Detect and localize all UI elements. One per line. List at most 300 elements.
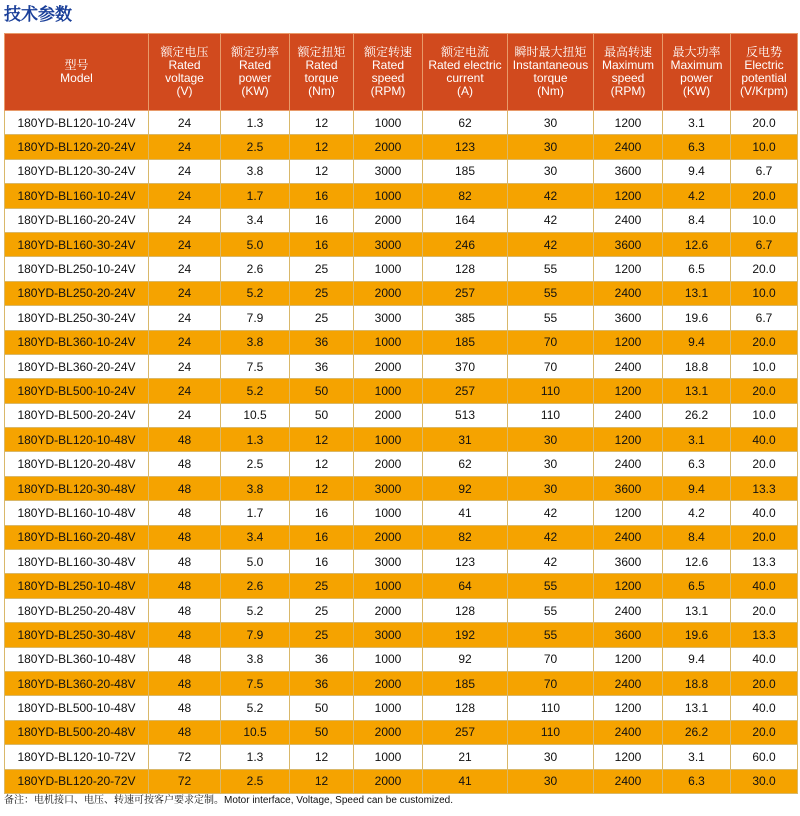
value-cell: 10.0 [731,135,798,159]
value-cell: 12.6 [663,550,731,574]
value-cell: 30 [508,769,594,793]
value-cell: 2400 [594,135,663,159]
value-cell: 3.8 [221,159,290,183]
value-cell: 2400 [594,525,663,549]
value-cell: 2400 [594,452,663,476]
value-cell: 1200 [594,501,663,525]
value-cell: 13.1 [663,696,731,720]
model-cell: 180YD-BL250-20-24V [5,281,149,305]
value-cell: 55 [508,281,594,305]
value-cell: 7.9 [221,306,290,330]
value-cell: 16 [290,550,354,574]
value-cell: 123 [423,550,508,574]
value-cell: 2400 [594,403,663,427]
model-cell: 180YD-BL120-20-48V [5,452,149,476]
model-cell: 180YD-BL250-20-48V [5,598,149,622]
model-cell: 180YD-BL500-10-24V [5,379,149,403]
value-cell: 20.0 [731,379,798,403]
value-cell: 1.3 [221,428,290,452]
table-row [5,525,798,549]
value-cell: 48 [149,598,221,622]
value-cell: 1000 [354,379,423,403]
value-cell: 2400 [594,769,663,793]
value-cell: 110 [508,403,594,427]
value-cell: 12 [290,428,354,452]
table-row [5,745,798,769]
value-cell: 1000 [354,501,423,525]
table-row [5,232,798,256]
value-cell: 64 [423,574,508,598]
value-cell: 3.4 [221,525,290,549]
value-cell: 42 [508,550,594,574]
table-row [5,135,798,159]
column-header [731,34,798,111]
value-cell: 18.8 [663,354,731,378]
value-cell: 9.4 [663,330,731,354]
value-cell: 110 [508,696,594,720]
value-cell: 2400 [594,208,663,232]
spec-table [4,33,798,794]
column-header-line: (Nm) [537,84,564,98]
value-cell: 30.0 [731,769,798,793]
value-cell: 55 [508,257,594,281]
value-cell: 2.5 [221,135,290,159]
value-cell: 8.4 [663,208,731,232]
table-row [5,476,798,500]
value-cell: 10.0 [731,354,798,378]
value-cell: 2400 [594,598,663,622]
column-header [5,34,149,111]
value-cell: 3.1 [663,428,731,452]
value-cell: 30 [508,476,594,500]
value-cell: 50 [290,379,354,403]
value-cell: 1200 [594,330,663,354]
value-cell: 128 [423,257,508,281]
value-cell: 185 [423,671,508,695]
value-cell: 50 [290,696,354,720]
value-cell: 3600 [594,159,663,183]
value-cell: 128 [423,696,508,720]
column-header-line: Maximum [601,58,654,72]
model-cell: 180YD-BL250-30-48V [5,623,149,647]
value-cell: 3600 [594,476,663,500]
table-row [5,647,798,671]
value-cell: 10.5 [221,720,290,744]
value-cell: 1000 [354,330,423,354]
value-cell: 2000 [354,354,423,378]
value-cell: 3600 [594,232,663,256]
value-cell: 3000 [354,306,423,330]
column-header-line: torque [304,71,339,85]
value-cell: 48 [149,550,221,574]
table-row [5,184,798,208]
column-header-line: speed [371,71,405,85]
value-cell: 1200 [594,647,663,671]
model-cell: 180YD-BL160-10-24V [5,184,149,208]
value-cell: 1.7 [221,184,290,208]
value-cell: 6.3 [663,769,731,793]
value-cell: 6.5 [663,257,731,281]
value-cell: 2000 [354,769,423,793]
value-cell: 8.4 [663,525,731,549]
value-cell: 3600 [594,550,663,574]
value-cell: 25 [290,574,354,598]
table-row [5,403,798,427]
table-row [5,769,798,793]
value-cell: 24 [149,403,221,427]
column-header-line: 额定转速 [363,45,412,59]
table-row [5,501,798,525]
column-header-line: Rated electric [428,58,502,72]
value-cell: 30 [508,159,594,183]
value-cell: 40.0 [731,428,798,452]
column-header-line: 最高转速 [603,45,652,59]
value-cell: 16 [290,501,354,525]
value-cell: 72 [149,745,221,769]
value-cell: 26.2 [663,403,731,427]
value-cell: 2000 [354,452,423,476]
value-cell: 48 [149,647,221,671]
column-header-line: 额定电压 [160,45,209,59]
value-cell: 26.2 [663,720,731,744]
model-cell: 180YD-BL160-20-48V [5,525,149,549]
value-cell: 9.4 [663,159,731,183]
value-cell: 30 [508,452,594,476]
value-cell: 72 [149,769,221,793]
value-cell: 1000 [354,745,423,769]
model-cell: 180YD-BL250-30-24V [5,306,149,330]
value-cell: 92 [423,476,508,500]
value-cell: 16 [290,525,354,549]
model-cell: 180YD-BL120-10-48V [5,428,149,452]
value-cell: 2.5 [221,769,290,793]
value-cell: 13.1 [663,281,731,305]
value-cell: 192 [423,623,508,647]
value-cell: 25 [290,257,354,281]
value-cell: 3600 [594,623,663,647]
table-row [5,452,798,476]
value-cell: 50 [290,720,354,744]
value-cell: 25 [290,623,354,647]
value-cell: 3.1 [663,111,731,135]
value-cell: 1000 [354,574,423,598]
value-cell: 1000 [354,111,423,135]
column-header [663,34,731,111]
value-cell: 164 [423,208,508,232]
column-header-line: voltage [165,71,204,85]
value-cell: 42 [508,232,594,256]
value-cell: 13.3 [731,623,798,647]
column-header-line: Instantaneous [512,58,589,72]
value-cell: 2000 [354,208,423,232]
value-cell: 13.3 [731,476,798,500]
value-cell: 48 [149,696,221,720]
value-cell: 257 [423,281,508,305]
value-cell: 10.0 [731,403,798,427]
column-header-line: 额定功率 [230,45,279,59]
value-cell: 16 [290,208,354,232]
value-cell: 10.0 [731,208,798,232]
model-cell: 180YD-BL120-10-24V [5,111,149,135]
value-cell: 1000 [354,647,423,671]
value-cell: 1.3 [221,111,290,135]
value-cell: 48 [149,720,221,744]
column-header-line: 最大功率 [672,45,721,59]
table-row [5,428,798,452]
value-cell: 6.7 [731,159,798,183]
value-cell: 3.1 [663,745,731,769]
value-cell: 20.0 [731,598,798,622]
value-cell: 2000 [354,720,423,744]
column-header-line: potential [741,71,787,85]
value-cell: 3.8 [221,647,290,671]
value-cell: 3.8 [221,476,290,500]
table-row [5,159,798,183]
value-cell: 20.0 [731,330,798,354]
value-cell: 3000 [354,232,423,256]
value-cell: 9.4 [663,476,731,500]
value-cell: 6.3 [663,135,731,159]
value-cell: 6.7 [731,232,798,256]
column-header-line: 额定扭矩 [297,45,346,59]
model-cell: 180YD-BL360-20-48V [5,671,149,695]
value-cell: 24 [149,379,221,403]
value-cell: 3.4 [221,208,290,232]
value-cell: 513 [423,403,508,427]
value-cell: 2.6 [221,257,290,281]
value-cell: 20.0 [731,257,798,281]
model-cell: 180YD-BL360-10-48V [5,647,149,671]
value-cell: 110 [508,720,594,744]
value-cell: 10.0 [731,281,798,305]
value-cell: 370 [423,354,508,378]
value-cell: 36 [290,354,354,378]
value-cell: 5.2 [221,379,290,403]
value-cell: 12 [290,135,354,159]
column-header-line: (V) [176,84,193,98]
column-header-line: Rated [238,58,272,72]
value-cell: 1.3 [221,745,290,769]
value-cell: 1000 [354,184,423,208]
table-row [5,330,798,354]
value-cell: 40.0 [731,647,798,671]
value-cell: 20.0 [731,452,798,476]
value-cell: 30 [508,111,594,135]
value-cell: 3.8 [221,330,290,354]
value-cell: 2400 [594,281,663,305]
column-header-line: (Nm) [308,84,335,98]
value-cell: 1200 [594,574,663,598]
value-cell: 36 [290,647,354,671]
column-header-line: (KW) [682,84,711,98]
value-cell: 2400 [594,354,663,378]
model-cell: 180YD-BL500-10-48V [5,696,149,720]
value-cell: 55 [508,574,594,598]
value-cell: 2000 [354,135,423,159]
value-cell: 9.4 [663,647,731,671]
column-header-line: (A) [457,84,473,98]
column-header-line: power [680,71,713,85]
value-cell: 5.2 [221,281,290,305]
value-cell: 128 [423,598,508,622]
model-cell: 180YD-BL160-30-24V [5,232,149,256]
column-header [508,34,594,111]
value-cell: 41 [423,501,508,525]
model-cell: 180YD-BL250-10-24V [5,257,149,281]
column-header [423,34,508,111]
value-cell: 42 [508,525,594,549]
value-cell: 36 [290,671,354,695]
value-cell: 21 [423,745,508,769]
value-cell: 2000 [354,671,423,695]
value-cell: 62 [423,452,508,476]
table-row [5,111,798,135]
value-cell: 1000 [354,428,423,452]
value-cell: 2000 [354,281,423,305]
value-cell: 16 [290,184,354,208]
value-cell: 7.5 [221,671,290,695]
column-header-line: torque [533,71,568,85]
model-cell: 180YD-BL120-30-24V [5,159,149,183]
value-cell: 185 [423,159,508,183]
column-header [354,34,423,111]
table-row [5,281,798,305]
table-row [5,550,798,574]
value-cell: 1000 [354,257,423,281]
value-cell: 82 [423,525,508,549]
value-cell: 6.5 [663,574,731,598]
value-cell: 3600 [594,306,663,330]
table-row [5,720,798,744]
table-row [5,696,798,720]
value-cell: 60.0 [731,745,798,769]
value-cell: 30 [508,745,594,769]
value-cell: 70 [508,647,594,671]
value-cell: 12 [290,159,354,183]
value-cell: 4.2 [663,501,731,525]
value-cell: 185 [423,330,508,354]
value-cell: 20.0 [731,184,798,208]
model-cell: 180YD-BL500-20-24V [5,403,149,427]
value-cell: 82 [423,184,508,208]
value-cell: 55 [508,598,594,622]
value-cell: 1200 [594,745,663,769]
value-cell: 1200 [594,111,663,135]
value-cell: 246 [423,232,508,256]
value-cell: 62 [423,111,508,135]
value-cell: 2.6 [221,574,290,598]
value-cell: 12 [290,769,354,793]
value-cell: 70 [508,354,594,378]
value-cell: 55 [508,623,594,647]
value-cell: 4.2 [663,184,731,208]
value-cell: 31 [423,428,508,452]
column-header [290,34,354,111]
table-row [5,354,798,378]
value-cell: 42 [508,184,594,208]
value-cell: 48 [149,428,221,452]
value-cell: 13.1 [663,598,731,622]
model-cell: 180YD-BL120-30-48V [5,476,149,500]
column-header-line: Rated [168,58,201,72]
value-cell: 50 [290,403,354,427]
column-header-line: (KW) [241,84,269,98]
column-header-line: Electric [744,58,784,72]
value-cell: 25 [290,598,354,622]
table-row [5,208,798,232]
model-cell: 180YD-BL120-20-24V [5,135,149,159]
value-cell: 1200 [594,379,663,403]
value-cell: 1200 [594,696,663,720]
value-cell: 92 [423,647,508,671]
value-cell: 19.6 [663,306,731,330]
value-cell: 24 [149,111,221,135]
value-cell: 1200 [594,184,663,208]
model-cell: 180YD-BL120-20-72V [5,769,149,793]
value-cell: 12 [290,745,354,769]
value-cell: 30 [508,135,594,159]
value-cell: 70 [508,671,594,695]
value-cell: 5.0 [221,550,290,574]
column-header-line: Rated [371,58,405,72]
table-row [5,257,798,281]
column-header-line: Maximum [670,58,723,72]
value-cell: 40.0 [731,501,798,525]
value-cell: 48 [149,525,221,549]
value-cell: 48 [149,476,221,500]
value-cell: 3000 [354,476,423,500]
table-row [5,671,798,695]
value-cell: 25 [290,281,354,305]
column-header-line: 反电势 [745,45,782,59]
value-cell: 7.9 [221,623,290,647]
value-cell: 257 [423,379,508,403]
value-cell: 20.0 [731,671,798,695]
table-row [5,623,798,647]
value-cell: 48 [149,623,221,647]
value-cell: 12 [290,111,354,135]
value-cell: 20.0 [731,720,798,744]
value-cell: 2400 [594,671,663,695]
value-cell: 24 [149,232,221,256]
model-cell: 180YD-BL360-10-24V [5,330,149,354]
value-cell: 13.3 [731,550,798,574]
column-header-line: speed [611,71,645,85]
value-cell: 48 [149,501,221,525]
value-cell: 7.5 [221,354,290,378]
value-cell: 1200 [594,428,663,452]
value-cell: 110 [508,379,594,403]
column-header-line: current [446,71,484,85]
value-cell: 48 [149,574,221,598]
value-cell: 5.2 [221,696,290,720]
table-body [5,111,798,794]
value-cell: 3000 [354,550,423,574]
column-header [594,34,663,111]
value-cell: 6.7 [731,306,798,330]
value-cell: 24 [149,135,221,159]
value-cell: 6.3 [663,452,731,476]
value-cell: 24 [149,330,221,354]
model-cell: 180YD-BL160-30-48V [5,550,149,574]
page-title: 技术参数 [4,5,72,24]
value-cell: 24 [149,159,221,183]
value-cell: 1200 [594,257,663,281]
value-cell: 2000 [354,525,423,549]
value-cell: 48 [149,452,221,476]
column-header-line: Rated [305,58,338,72]
value-cell: 40.0 [731,574,798,598]
